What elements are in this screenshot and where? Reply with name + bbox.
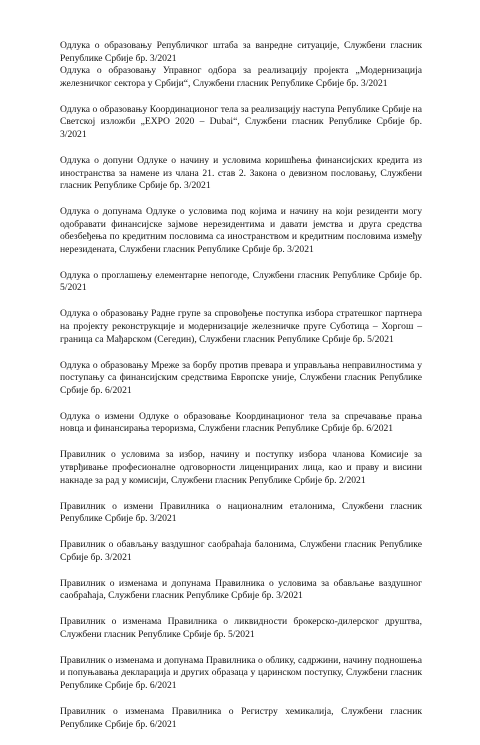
list-item: Одлука о образовању Радне групе за спровођење поступка избора стратешког партнера на пројекту реконструкције и модернизације железничке пруге Суботица – Хоргош – граница са Мађарском (Сегедин), Службени гласник Републике Србије бр. 5/2021 bbox=[60, 308, 422, 345]
list-item: Одлука о образовању Координационог тела за реализацију наступа Републике Србије на Светској изложби „EXPO 2020 – Dubai“, Службени гласник Републике Србије бр. 3/2021 bbox=[60, 103, 422, 140]
list-item: Одлука о проглашењу елементарне непогоде, Службени гласник Републике Србије бр. 5/2021 bbox=[60, 269, 422, 294]
list-item: Одлука о образовању Управног одбора за реализацију пројекта „Модернизација железничког сектора у Србији“, Службени гласник Републике Србије бр. 3/2021 bbox=[60, 65, 422, 89]
list-item: Одлука о измени Одлуке о образовање Координационог тела за спречавање прања новца и финансирања тероризма, Службени гласник Републике Србије бр. 6/2021 bbox=[60, 410, 422, 435]
list-item: Правилник о изменама и допунама Правилника о условима за обављање ваздушног саобраћаја, Службени гласник Републике Србије бр. 3/2021 bbox=[60, 577, 422, 602]
list-item: Правилник о изменама и допунама Правилника о облику, садржини, начину подношења и попуњавања декларација и других образаца у царинском поступку, Службени гласник Републике Србије бр. 6/2021 bbox=[60, 654, 422, 692]
document-page bbox=[60, 40, 422, 745]
list-item: Одлука о образовању Републичког штаба за ванредне ситуације, Службени гласник Републике Србије бр. 3/2021 bbox=[60, 40, 422, 64]
list-item: Одлука о допунама Одлуке о условима под којима и начину на који резиденти могу одобравати финансијске зајмове нерезидентима и давати јемства и друга средства обезбеђења по кредитним пословима са иностранством и кредитним пословима између нерезидената, Службени гласник Републике Србије бр. 3/2021 bbox=[60, 206, 422, 255]
list-item: Правилник о измени Правилника о националним еталонима, Службени гласник Републике Србије бр. 3/2021 bbox=[60, 500, 422, 525]
list-item: Одлука о образовању Мреже за борбу против превара и управљања неправилностима у поступању са финансијским средствима Европске уније, Службени гласник Републике Србије бр. 6/2021 bbox=[60, 359, 422, 396]
list-item: Правилник о обављању ваздушног саобраћаја балонима, Службени гласник Републике Србије бр. 3/2021 bbox=[60, 539, 422, 563]
list-item: Одлука о допуни Одлуке о начину и условима коришћења финансијских кредита из иностранства за намене из члана 21. став 2. Закона о девизном пословању, Службени гласник Републике Србије бр. 3/2021 bbox=[60, 154, 422, 192]
list-item: Правилник о условима за избор, начину и поступку избора чланова Комисије за утврђивање професионалне одговорности лиценцираних лица, као и праву и висини накнаде за рад у комисији, Службени гласник Републике Србије бр. 2/2021 bbox=[60, 449, 422, 486]
list-item: Правилник о изменама Правилника о Регистру хемикалија, Службени гласник Републике Србије бр. 6/2021 bbox=[60, 706, 422, 730]
list-item: Правилник о изменама Правилника о ликвидности брокерско-дилерског друштва, Службени гласник Републике Србије бр. 5/2021 bbox=[60, 616, 422, 640]
